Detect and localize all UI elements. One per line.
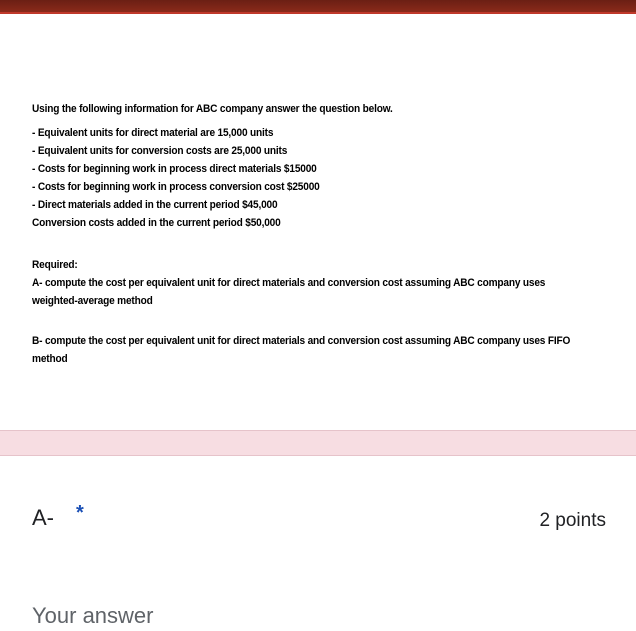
points-label: 2 points bbox=[539, 510, 606, 531]
given-info-list bbox=[32, 124, 575, 232]
section-divider bbox=[0, 430, 636, 456]
header-color-bar bbox=[0, 0, 636, 12]
given-info-item: Conversion costs added in the current period $50,000 bbox=[32, 217, 281, 229]
description-intro: Using the following information for ABC company answer the question below. bbox=[32, 103, 393, 115]
question-title: A- bbox=[32, 505, 54, 530]
required-asterisk-icon: * bbox=[76, 502, 84, 524]
given-info-item: - Costs for beginning work in process direct materials $15000 bbox=[32, 163, 317, 175]
given-info-item: - Equivalent units for conversion costs are 25,000 units bbox=[32, 145, 288, 157]
part-b-text: B- compute the cost per equivalent unit for direct materials and conversion cost assuming ABC company uses FIFO method bbox=[32, 335, 571, 365]
question-description bbox=[32, 100, 575, 368]
answer-input[interactable] bbox=[32, 602, 432, 630]
required-heading: Required: bbox=[32, 259, 78, 271]
given-info-item: - Costs for beginning work in process conversion cost $25000 bbox=[32, 181, 320, 193]
given-info-item: - Equivalent units for direct material are 15,000 units bbox=[32, 127, 274, 139]
part-a-text: A- compute the cost per equivalent unit for direct materials and conversion cost assuming ABC company uses weighted-average method bbox=[32, 277, 546, 307]
given-info-item: - Direct materials added in the current period $45,000 bbox=[32, 199, 278, 211]
header-accent-line bbox=[0, 12, 636, 14]
